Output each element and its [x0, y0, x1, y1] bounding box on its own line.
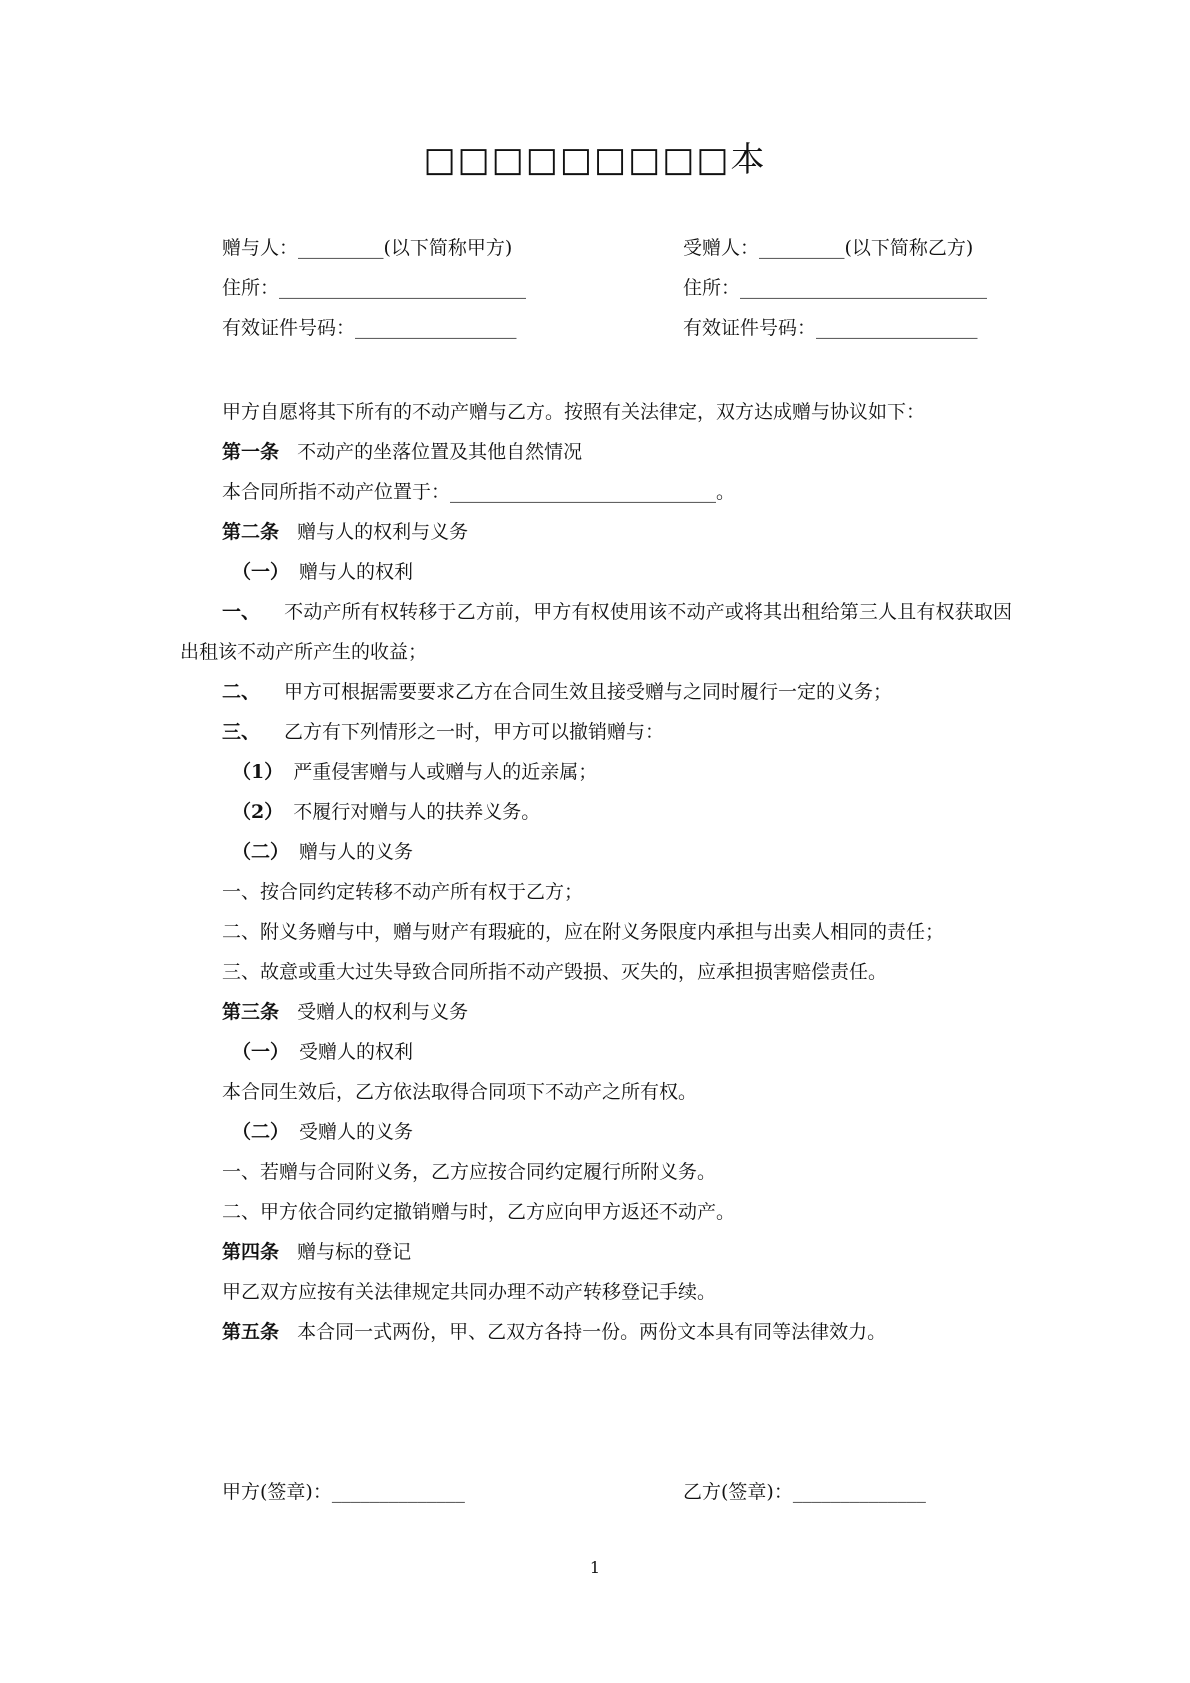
- article-3-duty-1: 一、若赠与合同附义务，乙方应按合同约定履行所附义务。: [222, 1161, 717, 1183]
- article-1-label: 第一条: [222, 441, 280, 463]
- article-2-section-1-heading: [222, 552, 1012, 592]
- article-2-label: 第二条: [222, 521, 280, 543]
- duty-text: 二、附义务赠与中，赠与财产有瑕疵的，应在附义务限度内承担与出卖人相同的责任；: [222, 921, 945, 943]
- donor-role-line: 赠与人：_________(以下简称甲方): [222, 237, 513, 259]
- item-number: 二、: [222, 681, 261, 703]
- item-text: 不动产所有权转移于乙方前，甲方有权使用该不动产或将其出租给第三人且有权获取因出租该不动产所产生的收益；: [180, 601, 1012, 663]
- page-number: 1: [589, 1558, 601, 1577]
- contract-body: [180, 392, 1012, 1352]
- article-3-title: 受赠人的权利与义务: [297, 1001, 469, 1023]
- section-title: 受赠人的义务: [299, 1121, 414, 1143]
- donor-address-line: 住所：__________________________: [222, 277, 527, 299]
- intro-paragraph: 甲方自愿将其下所有的不动产赠与乙方。按照有关法律定，双方达成赠与协议如下：: [222, 401, 926, 423]
- section-label: （一）: [232, 561, 290, 583]
- article-4-label: 第四条: [222, 1241, 280, 1263]
- article-3-label: 第三条: [222, 1001, 280, 1023]
- article-3-section-1-heading: [222, 1032, 1012, 1072]
- article-3-duty-2: 二、甲方依合同约定撤销赠与时，乙方应向甲方返还不动产。: [222, 1201, 736, 1223]
- article-2-duty-1: 一、按合同约定转移不动产所有权于乙方；: [222, 881, 584, 903]
- article-2-section-2-heading: [222, 832, 1012, 872]
- article-4-text: 甲乙双方应按有关法律规定共同办理不动产转移登记手续。: [222, 1281, 717, 1303]
- donor-info: [222, 228, 526, 348]
- article-2-title: 赠与人的权利与义务: [297, 521, 469, 543]
- section-label: （一）: [232, 1041, 290, 1063]
- article-1-heading: [222, 432, 1012, 472]
- article-3-right-text: 本合同生效后，乙方依法取得合同项下不动产之所有权。: [222, 1081, 698, 1103]
- section-label: （二）: [232, 1121, 290, 1143]
- item-text: 乙方有下列情形之一时，甲方可以撤销赠与：: [284, 721, 665, 743]
- article-5: [222, 1312, 1012, 1352]
- sub-item-text: 不履行对赠与人的扶养义务。: [293, 801, 541, 823]
- section-title: 受赠人的权利: [299, 1041, 414, 1063]
- donee-id-line: 有效证件号码：_________________: [683, 317, 978, 339]
- article-5-text: 本合同一式两份，甲、乙双方各持一份。两份文本具有同等法律效力。: [297, 1321, 887, 1343]
- donee-address-line: 住所：__________________________: [683, 277, 988, 299]
- article-1-title: 不动产的坐落位置及其他自然情况: [297, 441, 583, 463]
- document-title: □□□□□□□□□本: [423, 140, 767, 180]
- article-2-right-3: [222, 712, 1012, 752]
- item-text: 甲方可根据需要要求乙方在合同生效且接受赠与之同时履行一定的义务；: [284, 681, 893, 703]
- article-2-right-1: [180, 592, 1012, 672]
- revocation-case-2: [222, 792, 1012, 832]
- article-3-heading: [222, 992, 1012, 1032]
- section-title: 赠与人的义务: [299, 841, 414, 863]
- sub-item-number: （1）: [232, 761, 284, 783]
- article-2-right-2: [222, 672, 1012, 712]
- party-a-signature: 甲方(签章)：______________: [222, 1481, 465, 1503]
- donee-role-line: 受赠人：_________(以下简称乙方): [683, 237, 974, 259]
- item-number: 一、: [222, 601, 261, 623]
- article-2-heading: [222, 512, 1012, 552]
- sub-item-number: （2）: [232, 801, 284, 823]
- article-4-title: 赠与标的登记: [297, 1241, 412, 1263]
- article-4-heading: [222, 1232, 1012, 1272]
- article-1-text: 本合同所指不动产位置于：____________________________。: [222, 481, 736, 503]
- party-b-signature: 乙方(签章)：______________: [683, 1481, 926, 1503]
- article-3-section-2-heading: [222, 1112, 1012, 1152]
- donor-id-line: 有效证件号码：_________________: [222, 317, 517, 339]
- article-5-label: 第五条: [222, 1321, 280, 1343]
- donee-info: [683, 228, 987, 348]
- item-number: 三、: [222, 721, 261, 743]
- sub-item-text: 严重侵害赠与人或赠与人的近亲属；: [293, 761, 598, 783]
- section-title: 赠与人的权利: [299, 561, 414, 583]
- article-2-duty-3: 三、故意或重大过失导致合同所指不动产毁损、灭失的，应承担损害赔偿责任。: [222, 961, 888, 983]
- section-label: （二）: [232, 841, 290, 863]
- article-2-duty-2: [180, 912, 1012, 952]
- revocation-case-1: [222, 752, 1012, 792]
